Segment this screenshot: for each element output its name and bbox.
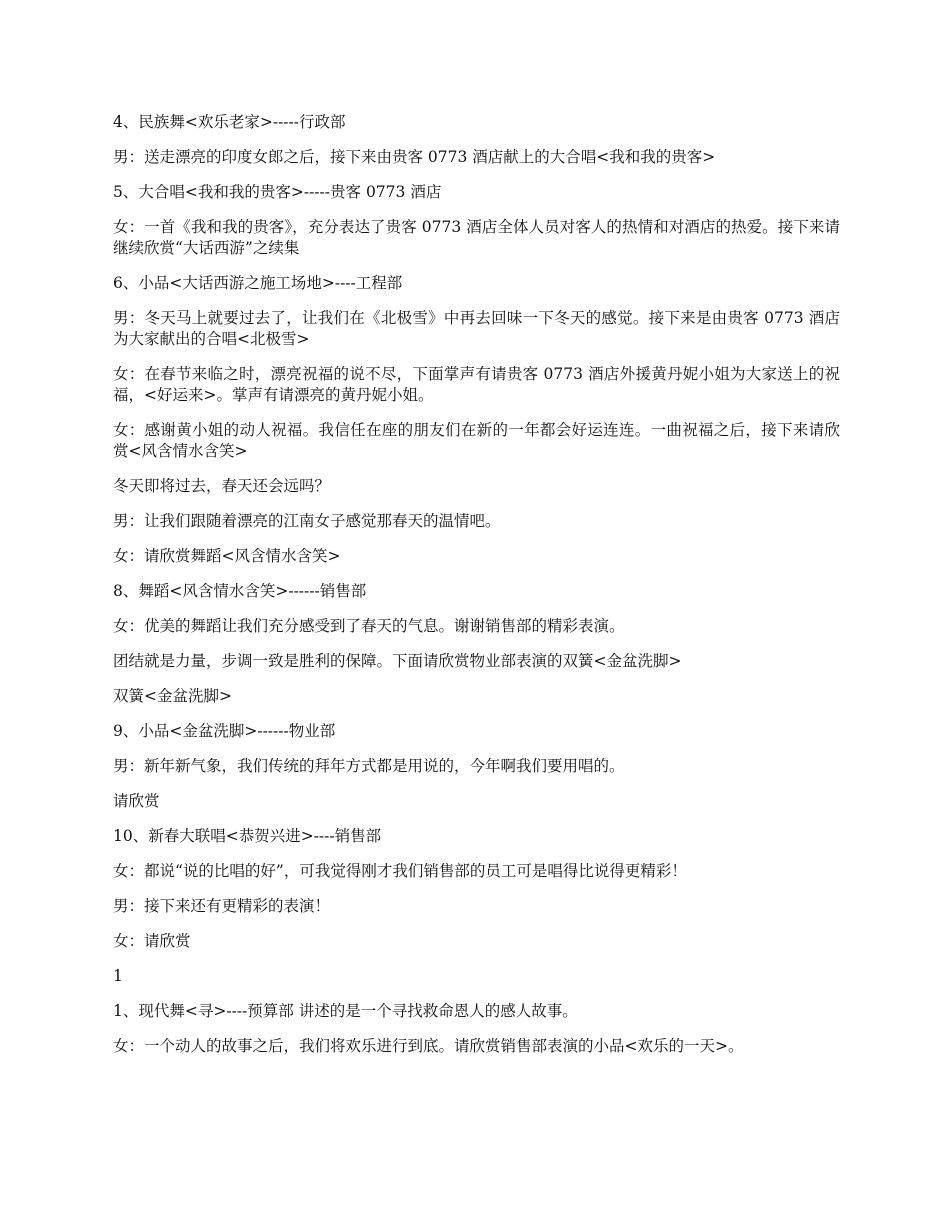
- paragraph: 女：在春节来临之时，漂亮祝福的说不尽，下面掌声有请贵客 0773 酒店外援黄丹妮小姐为大家送上的祝福，<好运来>。掌声有请漂亮的黄丹妮小姐。: [113, 365, 840, 404]
- paragraph: 8、舞蹈<风含情水含笑>------销售部: [113, 582, 367, 600]
- paragraph: 女：请欣赏: [113, 932, 191, 950]
- paragraph: 10、新春大联唱<恭贺兴进>----销售部: [113, 827, 382, 845]
- paragraph: 团结就是力量，步调一致是胜利的保障。下面请欣赏物业部表演的双簧<金盆洗脚>: [113, 652, 682, 670]
- paragraph: 男：让我们跟随着漂亮的江南女子感觉那春天的温情吧。: [113, 512, 501, 530]
- paragraph: 6、小品<大话西游之施工场地>----工程部: [113, 274, 403, 292]
- paragraph: 女：请欣赏舞蹈<风含情水含笑>: [113, 547, 341, 565]
- paragraph: 5、大合唱<我和我的贵客>-----贵客 0773 酒店: [113, 183, 442, 201]
- paragraph: 男：冬天马上就要过去了，让我们在《北极雪》中再去回味一下冬天的感觉。接下来是由贵客 0773 酒店为大家献出的合唱<北极雪>: [113, 309, 840, 348]
- paragraph: 请欣赏: [113, 792, 160, 810]
- paragraph: 女：优美的舞蹈让我们充分感受到了春天的气息。谢谢销售部的精彩表演。: [113, 617, 625, 635]
- paragraph: 男：新年新气象，我们传统的拜年方式都是用说的，今年啊我们要用唱的。: [113, 757, 625, 775]
- document-body: [113, 112, 840, 1071]
- paragraph: 男：接下来还有更精彩的表演！: [113, 897, 331, 915]
- paragraph: 女：感谢黄小姐的动人祝福。我信任在座的朋友们在新的一年都会好运连连。一曲祝福之后，接下来请欣赏<风含情水含笑>: [113, 421, 840, 460]
- paragraph: 1: [113, 967, 123, 985]
- paragraph: 女：一个动人的故事之后，我们将欢乐进行到底。请欣赏销售部表演的小品<欢乐的一天>。: [113, 1037, 744, 1055]
- paragraph: 4、民族舞<欢乐老家>-----行政部: [113, 113, 346, 131]
- paragraph: 女：都说“说的比唱的好”，可我觉得刚才我们销售部的员工可是唱得比说得更精彩！: [113, 862, 687, 880]
- paragraph: 冬天即将过去，春天还会远吗？: [113, 477, 331, 495]
- paragraph: 双簧<金盆洗脚>: [113, 687, 232, 705]
- paragraph: 男：送走漂亮的印度女郎之后，接下来由贵客 0773 酒店献上的大合唱<我和我的贵客>: [113, 148, 716, 166]
- paragraph: 1、现代舞<寻>----预算部 讲述的是一个寻找救命恩人的感人故事。: [113, 1002, 578, 1020]
- paragraph: 9、小品<金盆洗脚>------物业部: [113, 722, 336, 740]
- paragraph: 女：一首《我和我的贵客》，充分表达了贵客 0773 酒店全体人员对客人的热情和对酒店的热爱。接下来请继续欣赏“大话西游”之续集: [113, 218, 840, 257]
